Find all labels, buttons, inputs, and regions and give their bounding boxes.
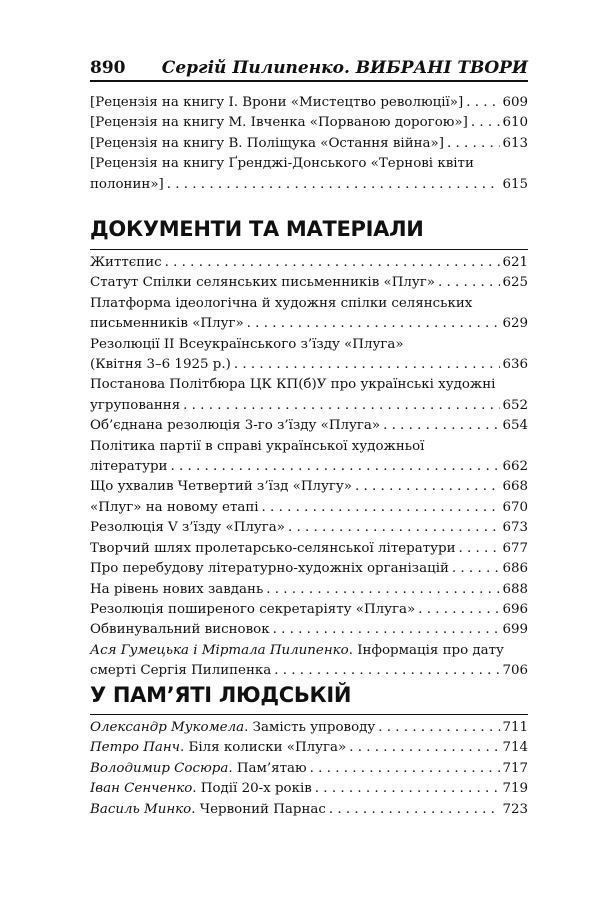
entry-page: 636 [502,357,528,373]
toc-entry[interactable] [90,134,528,154]
dot-leader [418,600,500,620]
entry-page: 610 [502,115,528,131]
header-rule [90,80,528,82]
toc-entry[interactable] [90,779,528,799]
dot-leader [266,580,500,600]
toc-entry[interactable] [90,498,528,518]
entry-title: Статут Спілки селянських письменників «Плуг» [90,275,435,291]
reviews-list [90,93,528,195]
toc-entry[interactable] [90,738,528,758]
entry-page: 706 [502,663,528,679]
toc-entry[interactable] [90,437,528,478]
entry-title-line1: Резолюції ІІ Всеукраїнського з’їзду «Плуга» [90,336,404,352]
entry-title-line1: Політика партії в справі української художньої [90,438,425,454]
toc-entry[interactable] [90,539,528,559]
entry-author: Петро Панч [90,740,181,756]
toc-entry[interactable] [90,375,528,416]
entry-title: Життєпис [90,255,162,270]
entry-author: Володимир Сосюра [90,760,229,776]
dot-leader [274,661,500,681]
entry-page: 615 [502,176,528,192]
entry-title [90,738,346,758]
toc-entry[interactable] [90,294,528,335]
entry-title: Обвинувальний висновок [90,622,270,638]
toc-entry[interactable] [90,620,528,640]
entry-page: 714 [502,740,528,756]
entry-page: 613 [502,135,528,151]
entry-author: Василь Минко [90,801,192,817]
toc-entry[interactable] [90,335,528,376]
dot-leader [234,355,501,375]
dot-leader [459,539,501,559]
entry-page: 677 [502,540,528,556]
entry-title [90,779,312,799]
entry-page: 670 [502,499,528,515]
entry-title: [Рецензія на книгу І. Врони «Мистецтво революції»] [90,95,464,110]
entry-title: Про перебудову літературно-художніх організацій [90,561,449,577]
entry-page: 652 [502,397,528,413]
entry-page: 723 [502,801,528,817]
section-title-memory: У ПАМ’ЯТІ ЛЮДСЬКІЙ [90,683,352,707]
dot-leader [170,457,500,477]
entry-title: Об’єднана резолюція 3-го з’їзду «Плуга» [90,418,381,434]
toc-entry[interactable] [90,273,528,293]
entry-text: . Біля колиски «Плуга» [180,740,347,756]
toc-entry[interactable] [90,518,528,538]
entry-title-line2: (Квітня 3–6 1925 р.) [90,357,231,373]
entry-title: [Рецензія на книгу М. Івченка «Порваною дорогою»] [90,115,468,131]
entry-page: 673 [502,520,528,536]
entry-page: 609 [502,95,528,110]
dot-leader [378,718,500,738]
documents-list [90,253,528,682]
toc-entry[interactable] [90,718,528,738]
running-title: Сергій Пилипенко. ВИБРАНІ ТВОРИ [161,58,528,78]
entry-title-line1: [Рецензія на книгу Ґренджі-Донського «Тернові квіти [90,156,474,172]
entry-title-line1: Постанова Політбюра ЦК КП(б)У про українські художні [90,377,496,393]
dot-leader [183,396,500,416]
toc-entry[interactable] [90,600,528,620]
toc-entry[interactable] [90,580,528,600]
entry-title [90,800,326,820]
entry-title: . Інформація про дату [348,642,504,658]
entry-title-line2: письменників «Плуг» [90,316,244,332]
page-number: 890 [90,58,126,78]
entry-text: . Замість упроводу [244,720,376,735]
dot-leader [165,253,501,273]
entry-title-line1 [90,641,528,661]
entry-page: 654 [502,418,528,434]
toc-entry[interactable] [90,93,528,113]
entry-page: 668 [502,479,528,495]
dot-leader [349,738,500,758]
toc-entry[interactable] [90,113,528,133]
dot-leader [315,779,501,799]
entry-page: 696 [502,601,528,617]
entry-page: 629 [502,316,528,332]
entry-text: . Події 20-х років [192,781,312,797]
entry-text: . Пам’ятаю [228,760,307,776]
dot-leader [438,273,500,293]
entry-title-line1: Платформа ідеологічна й художня спілки селянських [90,295,473,311]
entry-page: 699 [502,622,528,638]
toc-entry[interactable] [90,800,528,820]
entry-title [90,718,375,738]
dot-leader [329,800,501,820]
toc-entry[interactable] [90,154,528,195]
toc-entry[interactable] [90,559,528,579]
dot-leader [247,314,501,334]
dot-leader [466,93,500,113]
dot-leader [471,113,501,133]
entry-title-line2: літератури [90,459,168,475]
dot-leader [273,620,501,640]
entry-author: Ася Гумецька і Міртала Пилипенко [90,642,349,658]
toc-entry[interactable] [90,759,528,779]
entry-page: 711 [502,720,528,735]
dot-leader [288,518,500,538]
dot-leader [383,416,500,436]
entry-author: Іван Сенченко [90,781,193,797]
entry-page: 719 [502,781,528,797]
entry-page: 621 [502,255,528,270]
entry-page: 662 [502,459,528,475]
dot-leader [452,559,501,579]
entry-title: На рівень нових завдань [90,581,264,597]
section-rule [90,714,528,715]
toc-entry[interactable] [90,253,528,273]
entry-title: Що ухвалив Четвертий з’їзд «Плугу» [90,479,353,495]
section-title-documents: ДОКУМЕНТИ ТА МАТЕРІАЛИ [90,217,424,241]
toc-entry[interactable] [90,477,528,497]
toc-entry[interactable] [90,416,528,436]
entry-title-line2: полонин»] [90,176,164,192]
entry-page: 717 [502,760,528,776]
entry-title-line2: угруповання [90,397,181,413]
entry-title: Резолюція V з’їзду «Плуга» [90,520,285,536]
entry-page: 688 [502,581,528,597]
memory-list [90,718,528,820]
entry-title: [Рецензія на книгу В. Поліщука «Остання війна»] [90,135,444,151]
entry-page: 625 [502,275,528,291]
dot-leader [310,759,501,779]
entry-title: «Плуг» на новому етапі [90,499,259,515]
entry-page: 686 [502,561,528,577]
entry-title: Резолюція поширеного секретаріяту «Плуга» [90,601,416,617]
dot-leader [355,477,500,497]
dot-leader [167,175,501,195]
section-rule [90,249,528,250]
entry-author: Олександр Мукомела [90,720,245,735]
entry-title-line2: смерті Сергія Пилипенка [90,663,272,679]
dot-leader [447,134,500,154]
dot-leader [262,498,501,518]
entry-text: . Червоний Парнас [191,801,326,817]
entry-title [90,759,307,779]
entry-title: Творчий шлях пролетарсько-селянської літератури [90,540,456,556]
toc-entry[interactable] [90,641,528,682]
